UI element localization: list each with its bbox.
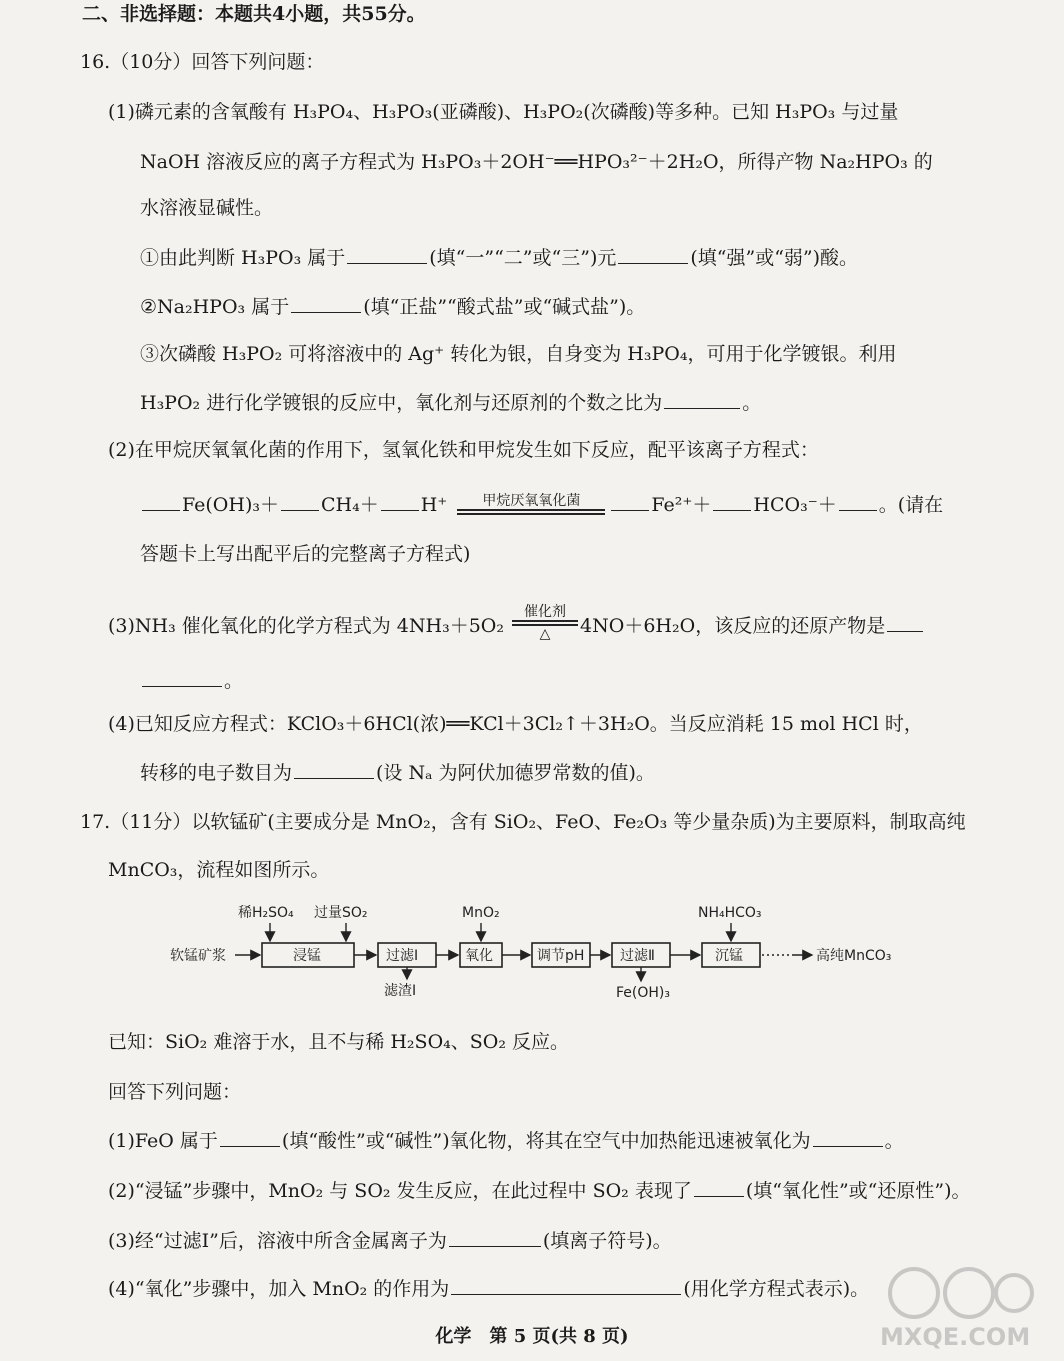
watermark-logo [874, 1261, 1034, 1351]
q16-q3-text-b: 。 [742, 392, 762, 414]
q17-q1 [108, 1128, 904, 1153]
q16-p1-line1: (1)磷元素的含氧酸有 H₃PO₄、H₃PO₃(亚磷酸)、H₃PO₂(次磷酸)等多种。已知 H₃PO₃ 与过量 [108, 101, 899, 123]
answer-blank[interactable] [220, 1128, 280, 1147]
flow-step-precipitate: 沉锰 [715, 948, 743, 964]
q16-p1-q1 [140, 245, 858, 270]
answer-blank[interactable] [664, 390, 740, 409]
reaction-condition-arrow [457, 493, 605, 515]
eq-hco3: HCO₃⁻＋ [753, 494, 837, 516]
q16-q1-text-c: (填“强”或“弱”)酸。 [690, 247, 859, 269]
q16-p3-line2 [140, 668, 243, 693]
q16-title: 16.（10分）回答下列问题： [80, 51, 325, 73]
q17-title-line2: MnCO₃，流程如图所示。 [108, 859, 330, 881]
q17-q2 [108, 1178, 971, 1203]
q17-title-line1: 17.（11分）以软锰矿(主要成分是 MnO₂，含有 SiO₂、FeO、Fe₂O₃ 等少量杂质)为主要原料，制取高纯 [80, 811, 966, 833]
coef-blank[interactable] [281, 492, 319, 511]
process-flow-diagram [160, 895, 920, 1005]
q16-p3-end: 。 [224, 670, 244, 692]
answer-blank[interactable] [449, 1228, 541, 1247]
q17-q1-text-b: (填“酸性”或“碱性”)氧化物，将其在空气中加热能迅速被氧化为 [281, 1130, 811, 1152]
q16-p3-text-a: (3)NH₃ 催化氧化的化学方程式为 4NH₃＋5O₂ [108, 615, 504, 637]
q16-p1-q3-line1: ③次磷酸 H₃PO₂ 可将溶液中的 Ag⁺ 转化为银，自身变为 H₃PO₄，可用于化学镀银。利用 [140, 343, 897, 365]
flow-step-oxidation: 氧化 [465, 948, 493, 964]
coef-blank[interactable] [611, 492, 649, 511]
flow-step-adjust-ph: 调节pH [537, 948, 585, 964]
flow-reagent-so2: 过量SO₂ [314, 905, 368, 921]
q16-p4-text-b: (设 Nₐ 为阿伏加德罗常数的值)。 [376, 762, 655, 784]
catalyst-arrow [512, 604, 578, 642]
q16-q1-text-b: (填“一”“二”或“三”)元 [429, 247, 617, 269]
answer-blank[interactable] [694, 1178, 744, 1197]
flow-step-leaching: 浸锰 [293, 948, 321, 964]
page-footer: 化学 第 5 页(共 8 页) [435, 1326, 629, 1347]
q16-q3-text-a: H₃PO₂ 进行化学镀银的反应中，氧化剂与还原剂的个数之比为 [140, 392, 663, 414]
eq-h-plus: H⁺ [420, 494, 448, 516]
flow-output: 高纯MnCO₃ [816, 948, 892, 964]
q16-q1-text-a: ①由此判断 H₃PO₃ 属于 [140, 247, 346, 269]
flow-reagent-mno2: MnO₂ [462, 905, 500, 921]
flow-reagent-h2so4: 稀H₂SO₄ [238, 905, 294, 921]
answer-blank[interactable] [294, 760, 374, 779]
flow-step-filter1: 过滤Ⅰ [386, 948, 419, 964]
coef-blank[interactable] [142, 492, 180, 511]
answer-blank[interactable] [347, 245, 427, 264]
q17-q1-text-c: 。 [884, 1130, 904, 1152]
arrow-condition-label: 甲烷厌氧氧化菌 [482, 493, 581, 509]
q16-p4-line1: (4)已知反应方程式：KClO₃＋6HCl(浓)══KCl＋3Cl₂↑＋3H₂O。当反应消耗 15 mol HCl 时， [108, 713, 923, 735]
flow-input-label: 软锰矿浆 [170, 948, 226, 964]
flow-reagent-nh4hco3: NH₄HCO₃ [698, 905, 762, 921]
answer-blank[interactable] [451, 1276, 681, 1295]
q16-p3-line1 [108, 604, 925, 642]
q16-q2-text-a: ②Na₂HPO₃ 属于 [140, 296, 290, 318]
q16-p4-text-a: 转移的电子数目为 [140, 762, 293, 784]
catalyst-label: 催化剂 [524, 604, 567, 620]
answer-blank[interactable] [887, 613, 923, 632]
watermark-text: MXQE.COM [880, 1323, 1031, 1351]
q16-p3-text-b: 4NO＋6H₂O，该反应的还原产物是 [580, 615, 886, 637]
section-header: 二、非选择题：本题共4小题，共55分。 [82, 3, 426, 25]
q16-p1-line3: 水溶液显碱性。 [140, 197, 274, 219]
flow-residue1: 滤渣Ⅰ [384, 983, 417, 999]
q16-p2-line1: (2)在甲烷厌氧氧化菌的作用下，氢氧化铁和甲烷发生如下反应，配平该离子方程式： [108, 439, 819, 461]
q16-q2-text-b: (填“正盐”“酸式盐”或“碱式盐”)。 [363, 296, 646, 318]
q17-q3 [108, 1228, 672, 1253]
q17-q4-text-b: (用化学方程式表示)。 [683, 1278, 870, 1300]
q16-p1-q2 [140, 294, 645, 319]
answer-blank[interactable] [618, 245, 688, 264]
flow-step-filter2: 过滤Ⅱ [620, 948, 655, 964]
q16-p1-q3-line2 [140, 390, 761, 415]
q16-p4-line2 [140, 760, 655, 785]
answer-blank[interactable] [291, 294, 361, 313]
eq-fe-oh3: Fe(OH)₃＋ [182, 494, 279, 516]
q16-p2-equation [140, 492, 943, 517]
q17-q2-text-b: (填“氧化性”或“还原性”)。 [745, 1180, 971, 1202]
q17-q4-text-a: (4)“氧化”步骤中，加入 MnO₂ 的作用为 [108, 1278, 450, 1300]
q17-q3-text-a: (3)经“过滤Ⅰ”后，溶液中所含金属离子为 [108, 1230, 447, 1252]
q17-answer-intro: 回答下列问题： [108, 1081, 242, 1103]
answer-blank[interactable] [813, 1128, 883, 1147]
q17-known: 已知：SiO₂ 难溶于水，且不与稀 H₂SO₄、SO₂ 反应。 [108, 1031, 570, 1053]
q17-q1-text-a: (1)FeO 属于 [108, 1130, 218, 1152]
q16-p2-line3: 答题卡上写出配平后的完整离子方程式) [140, 543, 471, 565]
q17-q3-text-b: (填离子符号)。 [542, 1230, 672, 1252]
coef-blank[interactable] [381, 492, 419, 511]
eq-tail: 。(请在 [878, 494, 944, 516]
eq-ch4: CH₄＋ [320, 494, 379, 516]
flow-residue-feoh3: Fe(OH)₃ [616, 985, 670, 1001]
eq-fe2: Fe²⁺＋ [651, 494, 712, 516]
coef-blank[interactable] [713, 492, 751, 511]
q16-p1-line2: NaOH 溶液反应的离子方程式为 H₃PO₃＋2OH⁻══HPO₃²⁻＋2H₂O，所得产物 Na₂HPO₃ 的 [140, 151, 933, 173]
q17-q2-text-a: (2)“浸锰”步骤中，MnO₂ 与 SO₂ 发生反应，在此过程中 SO₂ 表现了 [108, 1180, 692, 1202]
coef-blank[interactable] [839, 492, 877, 511]
q17-q4 [108, 1276, 869, 1301]
answer-blank[interactable] [142, 668, 222, 687]
heat-symbol: △ [539, 626, 551, 642]
